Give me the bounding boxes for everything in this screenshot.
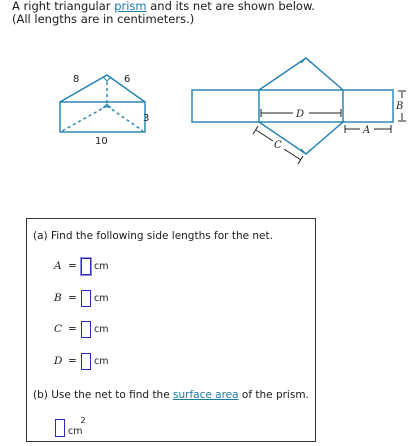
- equals-sign: =: [68, 260, 77, 272]
- dim-C-line-upper: [256, 130, 273, 141]
- unit-B: cm: [94, 292, 109, 304]
- var-D: D: [54, 355, 63, 367]
- unit-D: cm: [94, 355, 109, 367]
- prism-hidden-edge-left: [62, 106, 107, 131]
- unit-C: cm: [94, 323, 109, 335]
- input-B[interactable]: [81, 290, 91, 307]
- dim-C-tick-upper: [253, 126, 258, 134]
- net-label-B: B: [396, 101, 404, 112]
- surface-area-row: [54, 416, 88, 437]
- prism-figure: [0, 0, 411, 215]
- question-panel: [26, 218, 316, 442]
- var-A: A: [54, 260, 62, 272]
- answer-row-B: [54, 289, 108, 307]
- answer-row-D: [54, 352, 108, 370]
- prism-label-right-edge: 6: [124, 74, 131, 85]
- input-A[interactable]: [81, 258, 91, 275]
- prism-front-face: [60, 102, 145, 132]
- var-B: B: [54, 292, 62, 304]
- net-strip: [192, 90, 393, 122]
- net-drawing: [192, 58, 393, 154]
- answer-row-A: [54, 257, 108, 275]
- part-b-prompt: [33, 389, 309, 401]
- equals-sign: =: [68, 355, 77, 367]
- equals-sign: =: [68, 292, 77, 304]
- dim-C-tick-lower: [298, 156, 303, 164]
- part-b-prefix: (b) Use the net to find the: [33, 389, 174, 401]
- intro-line-1-suffix: and its net are shown below.: [146, 0, 315, 13]
- part-a-prompt: (a) Find the following side lengths for the net.: [33, 230, 273, 242]
- net-dimensions: [253, 91, 406, 164]
- net-label-D: D: [296, 109, 305, 120]
- unit-exponent: 2: [80, 416, 86, 425]
- prism-label-base: 10: [95, 136, 108, 147]
- prism-link[interactable]: prism: [114, 0, 147, 13]
- input-C[interactable]: [81, 321, 91, 338]
- prism-right-angle-top: [103, 77, 111, 81]
- net-label-C: C: [274, 140, 282, 151]
- intro-line-2: (All lengths are in centimeters.): [12, 12, 195, 26]
- surface-area-link[interactable]: surface area: [173, 389, 239, 401]
- input-D[interactable]: [81, 353, 91, 370]
- prism-label-left-edge: 8: [73, 74, 80, 85]
- answer-row-C: [54, 320, 108, 338]
- prism-label-depth: 3: [143, 113, 150, 124]
- dim-C-line-lower: [284, 149, 301, 160]
- intro-line-1-prefix: A right triangular: [12, 0, 115, 13]
- equals-sign: =: [68, 323, 77, 335]
- unit-A: cm: [94, 260, 109, 272]
- prism-hidden-edge-right: [107, 106, 143, 131]
- var-C: C: [54, 323, 63, 335]
- net-label-A: A: [363, 125, 371, 136]
- unit-surface-area: cm: [68, 426, 83, 437]
- part-b-suffix: of the prism.: [238, 389, 309, 401]
- input-surface-area[interactable]: [55, 419, 65, 437]
